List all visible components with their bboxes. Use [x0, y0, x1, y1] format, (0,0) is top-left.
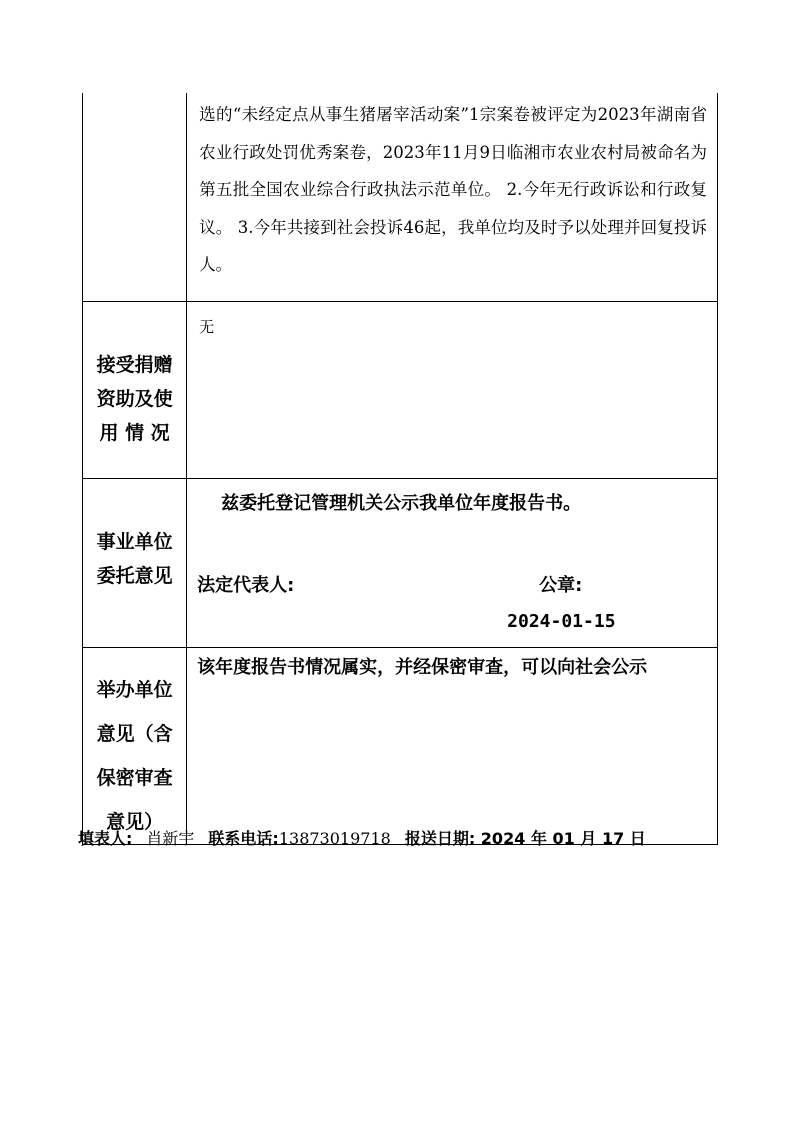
entrust-date: 2024-01-15: [507, 611, 616, 632]
host-label-line: 保密审查: [96, 767, 173, 789]
table-row-host-opinion: [83, 648, 718, 845]
report-footer: [78, 826, 646, 849]
submit-date-month: 01: [552, 829, 575, 848]
host-label-line: 意见（含: [96, 723, 173, 745]
row1-label-cell: [83, 93, 187, 302]
donations-label-cell: [83, 302, 187, 479]
donations-content-cell: [187, 302, 718, 479]
host-opinion-text: 该年度报告书情况属实，并经保密审查，可以向社会公示: [197, 657, 648, 678]
submit-date-year: 2024: [480, 829, 526, 848]
table-row-entrust-opinion: [83, 479, 718, 648]
phone-number: 13873019718: [278, 829, 391, 848]
table-row-law-enforcement: [83, 93, 718, 302]
day-unit: 日: [629, 829, 646, 848]
official-seal-label: 公章:: [539, 575, 583, 596]
host-content-cell: [187, 648, 718, 845]
host-label-line: 举办单位: [96, 679, 173, 701]
submit-date-label: 报送日期:: [404, 829, 476, 848]
donations-label-line: 资助及使: [96, 388, 173, 410]
entrust-label-line: 委托意见: [96, 565, 173, 587]
entrust-label-cell: [83, 479, 187, 648]
annual-report-table: [82, 93, 718, 845]
phone-label: 联系电话:: [208, 829, 279, 848]
donations-label: [83, 302, 186, 450]
filler-label: 填表人:: [78, 829, 133, 848]
entrust-content: [187, 479, 717, 647]
host-label: [83, 648, 186, 844]
entrust-label-line: 事业单位: [96, 531, 173, 553]
row1-content-cell: [187, 93, 718, 302]
legal-representative-label: 法定代表人:: [197, 575, 295, 596]
entrust-content-cell: [187, 479, 718, 648]
year-unit: 年: [530, 829, 547, 848]
entrust-statement: 兹委托登记管理机关公示我单位年度报告书。: [221, 493, 582, 514]
submit-date-day: 17: [601, 829, 625, 848]
donations-label-line: 用 情 况: [99, 422, 170, 444]
filler-name: 肖新宇: [146, 829, 195, 848]
law-enforcement-text: 选的“未经定点从事生猪屠宰活动案”1宗案卷被评定为2023年湖南省农业行政处罚优秀案卷，2023年11月9日临湘市农业农村局被命名为第五批全国农业综合行政执法示范单位。 2.今年无行政诉讼和行政复议。 3.今年共接到社会投诉46起，我单位均及时予以处理并回复投诉人。: [199, 105, 707, 274]
donations-label-line: 接受捐赠: [96, 354, 173, 376]
host-label-cell: [83, 648, 187, 845]
host-label-line: 意见）: [106, 811, 164, 833]
entrust-label: [83, 479, 186, 593]
donations-text: 无: [199, 318, 215, 336]
month-unit: 月: [580, 829, 597, 848]
table-row-donations: [83, 302, 718, 479]
